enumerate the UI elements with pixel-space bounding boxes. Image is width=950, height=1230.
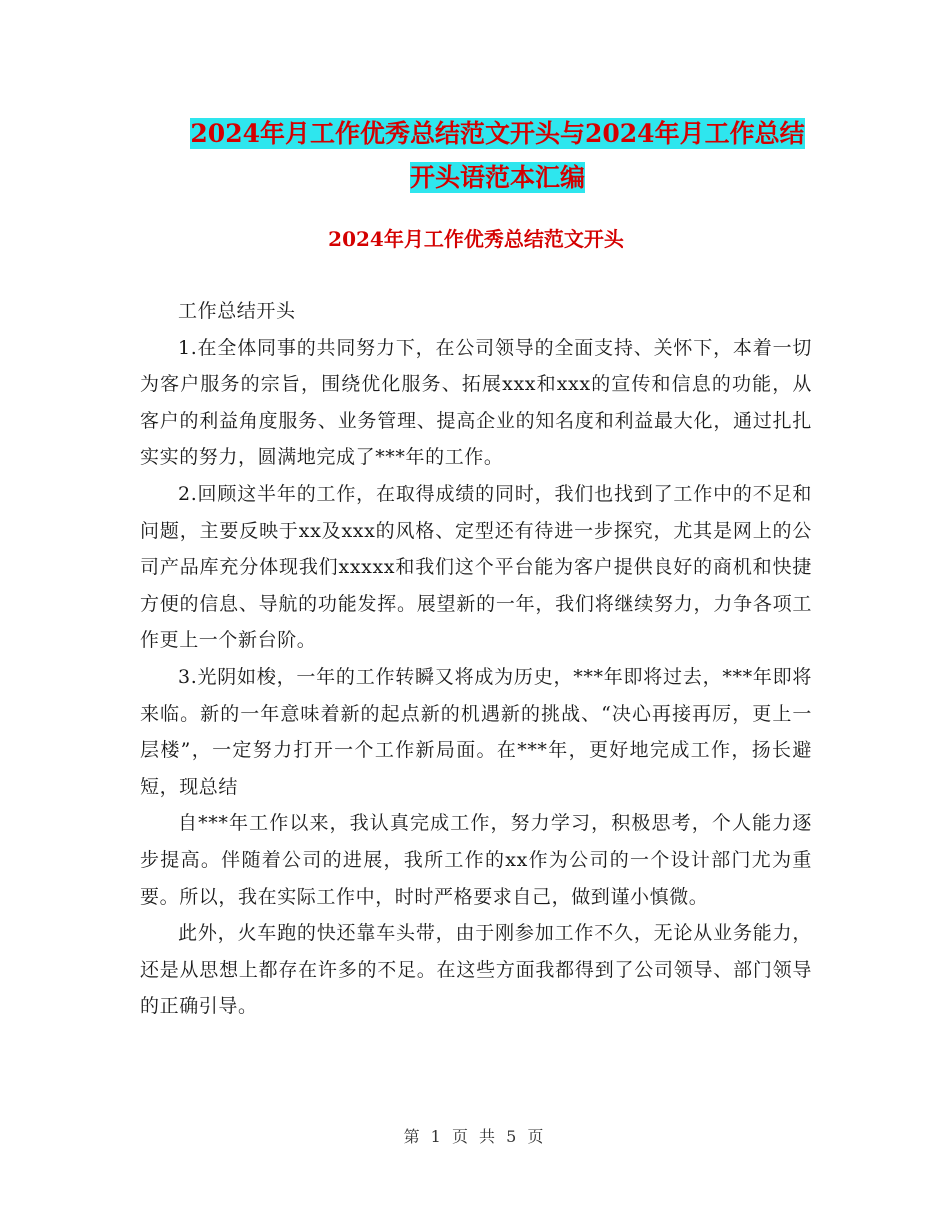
section-title: 2024年月工作优秀总结范文开头 [328, 227, 624, 251]
title-line-1: 2024年月工作优秀总结范文开头与2024年月工作总结 [190, 119, 805, 148]
paragraph-2: 2.回顾这半年的工作，在取得成绩的同时，我们也找到了工作中的不足和问题，主要反映于xx及xxx的风格、定型还有待进一步探究，尤其是网上的公司产品库充分体现我们xxxxx和我们这个平台能为客户提供良好的商机和快捷方便的信息、导航的功能发挥。展望新的一年，我们将继续努力，力争各项工作更上一个新台阶。 [140, 482, 812, 652]
document-title [140, 112, 855, 200]
page-number-footer: 第 1 页 共 5 页 [403, 1127, 547, 1146]
paragraph-5: 此外，火车跑的快还靠车头带，由于刚参加工作不久，无论从业务能力，还是从思想上都存在许多的不足。在这些方面我都得到了公司领导、部门领导的正确引导。 [140, 922, 812, 1018]
title-line-2: 开头语范本汇编 [409, 163, 585, 192]
paragraph-1: 1.在全体同事的共同努力下，在公司领导的全面支持、关怀下，本着一切为客户服务的宗旨，围绕优化服务、拓展xxx和xxx的宣传和信息的功能，从客户的利益角度服务、业务管理、提高企业的知名度和利益最大化，通过扎扎实实的努力，圆满地完成了***年的工作。 [140, 336, 812, 469]
paragraph-4: 自***年工作以来，我认真完成工作，努力学习，积极思考，个人能力逐步提高。伴随着公司的进展，我所工作的xx作为公司的一个设计部门尤为重要。所以，我在实际工作中，时时严格要求自己，做到谨小慎微。 [140, 812, 812, 908]
document-body [140, 293, 812, 1025]
paragraph-heading: 工作总结开头 [178, 300, 296, 322]
paragraph-3: 3.光阴如梭，一年的工作转瞬又将成为历史，***年即将过去，***年即将来临。新的一年意味着新的起点新的机遇新的挑战、“决心再接再厉，更上一层楼”，一定努力打开一个工作新局面。在***年，更好地完成工作，扬长避短，现总结 [140, 665, 812, 798]
